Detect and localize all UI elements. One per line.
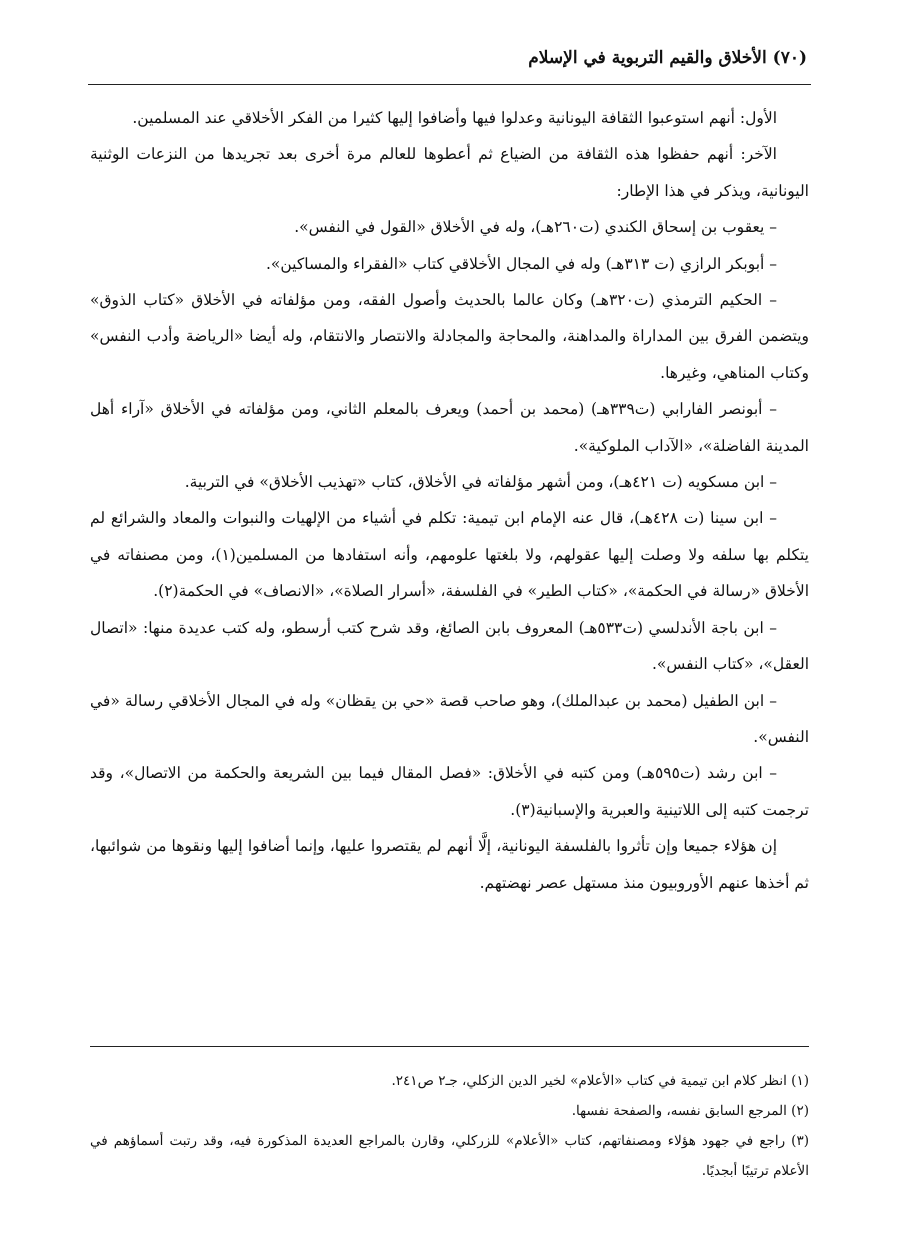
list-item: – أبونصر الفارابي (ت٣٣٩هـ) (محمد بن أحمد) ويعرف بالمعلم الثاني، ومن مؤلفاته في الأخلاق «آراء أهل المدينة الفاضلة»، «الآداب الملوكية». [90,400,809,455]
paragraph: الأول: أنهم استوعبوا الثقافة اليونانية وعدلوا فيها وأضافوا إليها كثيرا من الفكر الأخلاقي عند المسلمين. [132,109,777,127]
footnote: (١) انظر كلام ابن تيمية في كتاب «الأعلام» لخير الدين الزكلي، جـ٢ ص٢٤١. [391,1073,809,1089]
body-text [90,100,809,901]
footnote-separator [90,1046,809,1047]
footnote: (٣) راجع في جهود هؤلاء ومصنفاتهم، كتاب «الأعلام» للزركلي، وقارن بالمراجع العديدة المذكورة فيه، وقد رتبت أسماؤهم في الأعلام ترتيبًا أبجديًا. [90,1133,809,1179]
list-item: – ابن الطفيل (محمد بن عبدالملك)، وهو صاحب قصة «حي بن يقظان» وله في المجال الأخلاقي رسالة «في النفس». [90,691,809,746]
running-title: (٧٠) الأخلاق والقيم التربوية في الإسلام [528,48,807,68]
footnotes [90,1066,809,1186]
list-item: – ابن مسكويه (ت ٤٢١هـ)، ومن أشهر مؤلفاته في الأخلاق، كتاب «تهذيب الأخلاق» في التربية. [184,473,777,492]
list-item: – ابن باجة الأندلسي (ت٥٣٣هـ) المعروف بابن الصائغ، وقد شرح كتب أرسطو، وله كتب عديدة منها: «اتصال العقل»، «كتاب النفس». [90,618,809,674]
list-item: – أبوبكر الرازي (ت ٣١٣هـ) وله في المجال الأخلاقي كتاب «الفقراء والمساكين». [265,254,777,273]
list-item: – يعقوب بن إسحاق الكندي (ت٢٦٠هـ)، وله في الأخلاق «القول في النفس». [294,218,777,237]
page-header [88,44,811,85]
paragraph: إن هؤلاء جميعا وإن تأثروا بالفلسفة اليونانية، إلَّا أنهم لم يقتصروا عليها، وإنما أضافوا إليها ونقوها من شوائبها، ثم أخذها عنهم الأوروبيون منذ مستهل عصر نهضتهم. [90,837,809,892]
list-item: – ابن سينا (ت ٤٢٨هـ)، قال عنه الإمام ابن تيمية: تكلم في أشياء من الإلهيات والنبوات والمعاد والشرائع لم يتكلم بها سلفه ولا وصلت إليها عقولهم، ولا بلغتها علومهم، وأنه استفادها من المسلمين(١)، ومن مصنفاته في الأخلاق «رسالة في الحكمة»، «كتاب الطير» في الفلسفة، «أسرار الصلاة»، «الانصاف» في الحكمة(٢). [90,509,809,601]
paragraph: الآخر: أنهم حفظوا هذه الثقافة من الضياع ثم أعطوها للعالم مرة أخرى بعد تجريدها من النزعات الوثنية اليونانية، ويذكر في هذا الإطار: [90,145,809,200]
list-item: – الحكيم الترمذي (ت٣٢٠هـ) وكان عالما بالحديث وأصول الفقه، ومن مؤلفاته في الأخلاق «كتاب الذوق» ويتضمن الفرق بين المداراة والمداهنة، والمحاجة والمجادلة والانتصار والانتقام، وله أيضا «الرياضة وأدب النفس» وكتاب المناهي، وغيرها. [90,291,809,382]
list-item: – ابن رشد (ت٥٩٥هـ) ومن كتبه في الأخلاق: «فصل المقال فيما بين الشريعة والحكمة من الاتصال»، وقد ترجمت كتبه إلى اللاتينية والعبرية والإسبانية(٣). [90,764,809,819]
footnote: (٢) المرجع السابق نفسه، والصفحة نفسها. [571,1103,809,1119]
